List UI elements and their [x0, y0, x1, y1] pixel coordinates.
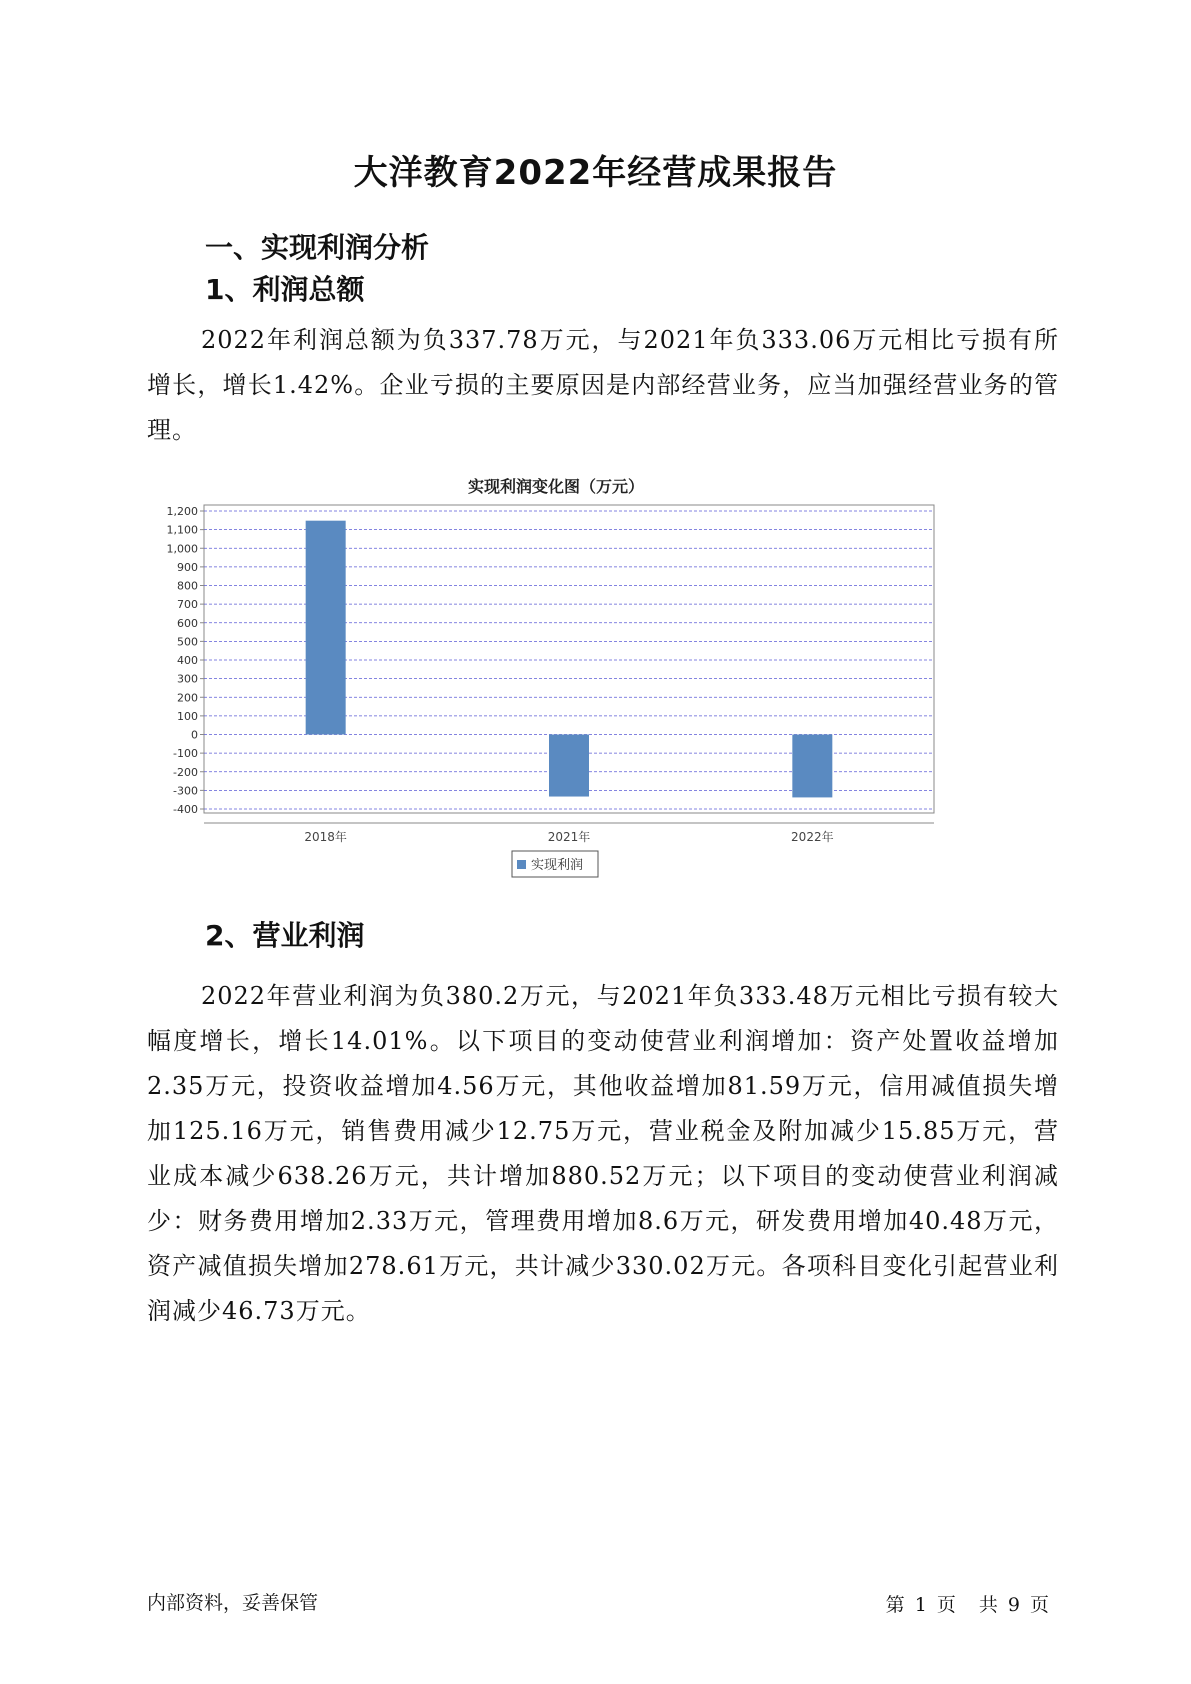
y-tick-label: -400	[173, 803, 198, 816]
chart-title: 实现利润变化图（万元）	[467, 477, 645, 496]
subheading-total-profit: 1、利润总额	[205, 273, 365, 306]
x-tick-label: 2021年	[547, 830, 591, 844]
y-tick-label: 0	[191, 728, 198, 742]
y-tick-label: -200	[173, 765, 198, 779]
bar	[306, 521, 346, 735]
y-tick-label: 1,100	[166, 523, 198, 537]
paragraph-operating-profit: 2022年营业利润为负380.2万元，与2021年负333.48万元相比亏损有较大幅度增长，增长14.01%。以下项目的变动使营业利润增加：资产处置收益增加2.35万元，投资收益增加4.56万元，其他收益增加81.59万元，信用减值损失增加125.16万元，销售费用减少12.75万元，营业税金及附加减少15.85万元，营业成本减少638.26万元，共计增加880.52万元；以下项目的变动使营业利润减少：财务费用增加2.33万元，管理费用增加8.6万元，研发费用增加40.48万元，资产减值损失增加278.61万元，共计减少330.02万元。各项科目变化引起营业利润减少46.73万元。	[147, 982, 1059, 1325]
y-axis-ticks	[167, 505, 205, 816]
section-heading-profit-analysis: 一、实现利润分析	[205, 231, 430, 264]
x-tick-label: 2022年	[791, 830, 834, 844]
y-tick-label: 800	[177, 579, 198, 593]
y-tick-label: 300	[177, 672, 198, 686]
y-tick-label: 400	[177, 654, 198, 667]
y-tick-label: 600	[177, 616, 198, 630]
footer-page-number: 第 1 页 共 9 页	[885, 1594, 1051, 1616]
y-tick-label: 900	[177, 560, 198, 574]
y-tick-label: 100	[177, 709, 198, 723]
x-axis-ticks	[304, 829, 833, 844]
subheading-operating-profit: 2、营业利润	[205, 919, 365, 952]
x-tick-label: 2018年	[304, 830, 347, 844]
chart-legend	[512, 851, 598, 877]
footer-confidential-note: 内部资料，妥善保管	[147, 1592, 319, 1614]
y-tick-label: 1,200	[166, 505, 198, 518]
bar	[792, 735, 832, 798]
y-tick-label: 1,000	[166, 542, 198, 556]
y-tick-label: 700	[177, 598, 198, 612]
legend-swatch	[517, 860, 526, 869]
document-title: 大洋教育2022年经营成果报告	[353, 153, 838, 193]
y-tick-label: -100	[173, 747, 198, 761]
bar	[549, 735, 589, 797]
paragraph-total-profit: 2022年利润总额为负337.78万元，与2021年负333.06万元相比亏损有所增长，增长1.42%。企业亏损的主要原因是内部经营业务，应当加强经营业务的管理。	[147, 326, 1059, 444]
y-tick-label: 200	[177, 691, 198, 705]
y-tick-label: 500	[177, 635, 198, 649]
y-tick-label: -300	[173, 784, 198, 798]
legend-label: 实现利润	[531, 858, 584, 873]
profit-bar-chart	[160, 477, 1040, 955]
